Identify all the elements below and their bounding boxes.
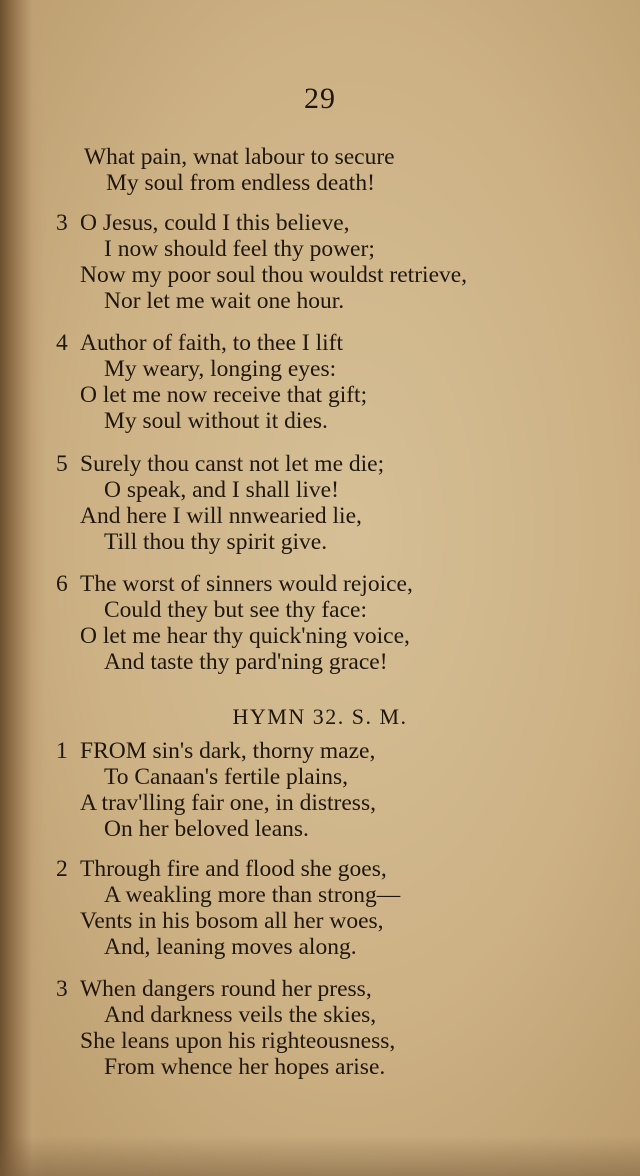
verse-line: What pain, wnat labour to secure xyxy=(84,144,395,170)
verse-line: From whence her hopes arise. xyxy=(104,1054,386,1080)
page-number: 29 xyxy=(304,82,336,115)
verse-line: O speak, and I shall live! xyxy=(104,477,339,503)
verse-line: On her beloved leans. xyxy=(104,816,309,842)
verse-line: Nor let me wait one hour. xyxy=(104,288,345,314)
verse-line: My soul without it dies. xyxy=(104,408,328,434)
verse-line: A weakling more than strong— xyxy=(104,882,401,908)
verse-number: 4 xyxy=(56,330,68,356)
verse-number: 6 xyxy=(56,571,68,597)
verse-line: O let me now receive that gift; xyxy=(80,382,368,408)
verse-line: My weary, longing eyes: xyxy=(104,356,337,382)
verse-line: O Jesus, could I this believe, xyxy=(80,210,350,236)
verse-line: Surely thou canst not let me die; xyxy=(80,451,385,477)
page-spine-shadow xyxy=(0,0,46,1176)
page-edge-shadow xyxy=(0,1136,640,1176)
verse-number: 3 xyxy=(56,210,68,236)
verse-line: She leans upon his righteousness, xyxy=(80,1028,396,1054)
verse-number: 2 xyxy=(56,856,68,882)
verse-line: FROM sin's dark, thorny maze, xyxy=(80,738,376,764)
verse-line: The worst of sinners would rejoice, xyxy=(80,571,413,597)
verse-line: Through fire and flood she goes, xyxy=(80,856,387,882)
verse-line: And here I will nnwearied lie, xyxy=(80,503,362,529)
verse-line: Author of faith, to thee I lift xyxy=(80,330,343,356)
verse-number: 5 xyxy=(56,451,68,477)
hymn-heading: HYMN 32. S. M. xyxy=(232,704,408,729)
verse-line: And, leaning moves along. xyxy=(104,934,357,960)
verse-line: Vents in his bosom all her woes, xyxy=(80,908,384,934)
verse-number: 3 xyxy=(56,976,68,1002)
verse-number: 1 xyxy=(56,738,68,764)
verse-line: Till thou thy spirit give. xyxy=(104,529,328,555)
verse-line: A trav'lling fair one, in distress, xyxy=(80,790,376,816)
verse-line: Now my poor soul thou wouldst retrieve, xyxy=(80,262,468,288)
verse-line: O let me hear thy quick'ning voice, xyxy=(80,623,410,649)
verse-line: To Canaan's fertile plains, xyxy=(104,764,349,790)
verse-line: And taste thy pard'ning grace! xyxy=(104,649,388,675)
verse-line: My soul from endless death! xyxy=(106,170,375,196)
verse-line: And darkness veils the skies, xyxy=(104,1002,377,1028)
verse-line: When dangers round her press, xyxy=(80,976,372,1002)
verse-line: I now should feel thy power; xyxy=(104,236,375,262)
verse-line: Could they but see thy face: xyxy=(104,597,367,623)
